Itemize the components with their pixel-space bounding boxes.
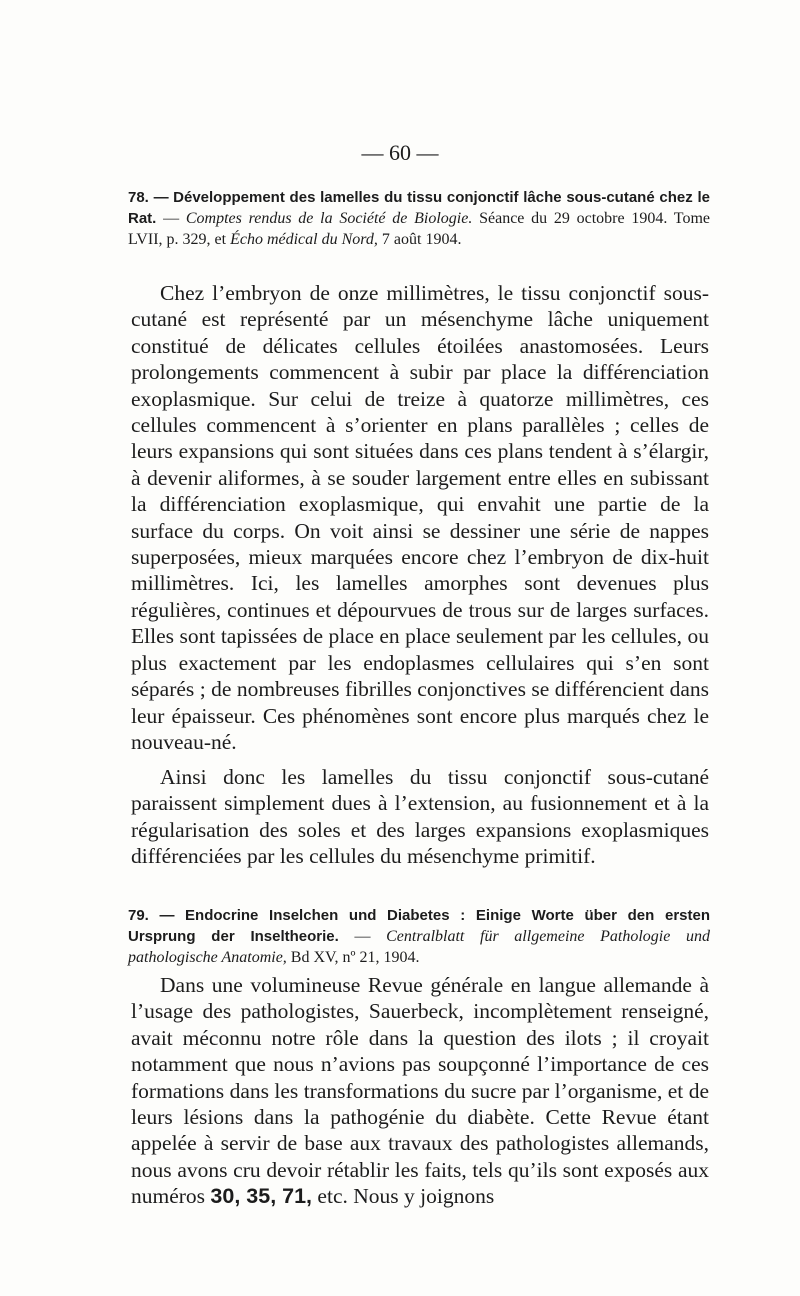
entry-78-details: Séance du 29 octobre 1904. Tome LVII, p. 329, et [128, 210, 711, 248]
entry-79-heading [128, 905, 710, 968]
entry-78-paragraph-1: Chez l’embryon de onze millimètres, le tissu conjonctif sous-cutané est représenté par un mésenchyme lâche uniquement constitué de délicates cellules étoilées anastomosées. Leurs prolongements commencent à subir par place la différenciation exoplasmique. Sur celui de treize à quatorze millimètres, ces cellules commencent à s’orienter en plans parallèles ; celles de leurs expansions qui sont situées dans ces plans tendent à s’élargir, à devenir aliformes, à se souder largement entre elles en subissant la différenciation exoplasmique, qui envahit une partie de la surface du corps. On voit ainsi se dessiner une série de nappes superposées, mieux marquées encore chez l’embryon de dix-huit millimètres. Ici, les lamelles amorphes sont devenues plus régulières, continues et dépourvues de trous sur de larges surfaces. Elles sont tapissées de place en place seulement par les cellules, ou plus exactement par les endoplasmes cellulaires qui s’en sont séparés ; de nombreuses fibrilles conjonctives se différencient dans leur épaisseur. Ces phénomènes sont encore plus marqués chez le nouveau-né. [131, 281, 709, 754]
entry-79-paragraph-1 [131, 972, 709, 1210]
entry-78-number: 78. — [128, 189, 169, 206]
entry-79-para-start: Dans une volumineuse Revue générale en langue allemande à l’usage des pathologistes, Sauerbeck, incomplètement renseigné, avait méconnu notre rôle dans la question des ilots ; il croyait notamment que nous n’avions pas soupçonné l’importance de ces formations dans les transformations du sucre par l’organisme, et de leurs lésions dans la pathogénie du diabète. Cette Revue étant appelée à servir de base aux travaux des pathologistes allemands, nous avons cru devoir rétablir les faits, tels qu’ils sont exposés aux numéros [131, 973, 709, 1209]
entry-78-dash: — [156, 210, 186, 227]
entry-79-title: Endocrine Inselchen und Diabetes : Einige Worte über den ersten Ursprung der Inseltheorie. [128, 907, 710, 945]
entry-79-dash: — [338, 928, 387, 945]
entry-79-journal: Centralblatt für allgemeine Pathologie und pathologische Anatomie, [128, 928, 710, 966]
entry-79-para-end: etc. Nous y joignons [312, 1184, 495, 1209]
entry-78-heading [128, 187, 710, 250]
entry-78-details2: 7 août 1904. [377, 231, 462, 248]
entry-78-paragraph-2: Ainsi donc les lamelles du tissu conjonctif sous-cutané paraissent simplement dues à l’extension, au fusionnement et à la régularisation des soles et des larges expansions exoplasmiques différenciées par les cellules du mésenchyme primitif. [131, 765, 709, 869]
entry-79-number: 79. — [128, 907, 175, 924]
page-number: — 60 — [361, 140, 439, 165]
entry-79-details: Bd XV, nº 21, 1904. [286, 949, 420, 966]
entry-79-reference-numbers: 30, 35, 71, [210, 1184, 313, 1209]
entry-78-journal2: Écho médical du Nord, [230, 231, 378, 248]
entry-78-title: Développement des lamelles du tissu conjonctif lâche sous-cutané chez le Rat. [128, 189, 710, 227]
entry-78-journal: Comptes rendus de la Société de Biologie. [185, 210, 473, 227]
